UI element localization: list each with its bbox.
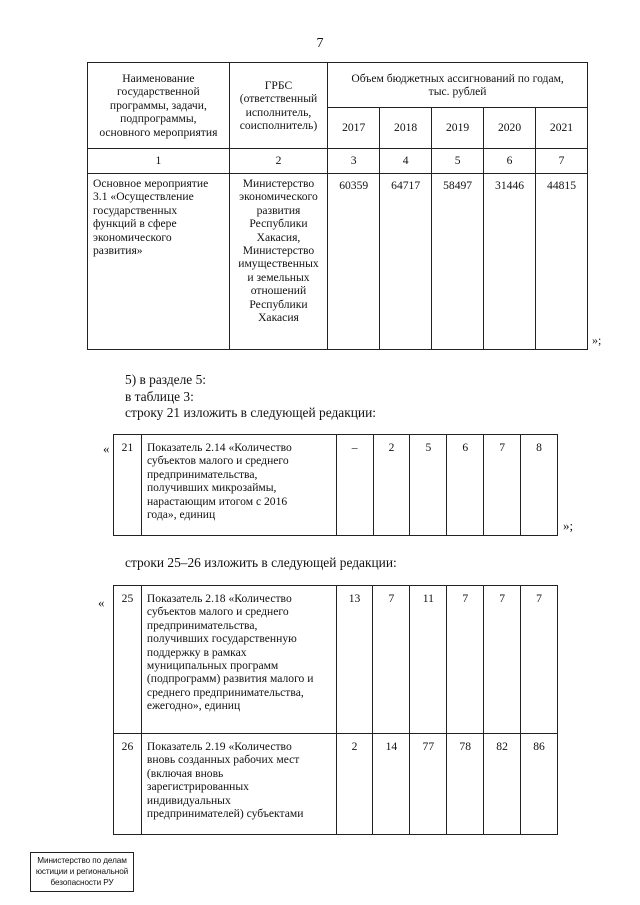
text-line: поддержку в рамках [146, 645, 247, 659]
col-number: 1 [88, 149, 230, 174]
measure-grbs [229, 174, 327, 350]
value-cell: 78 [447, 734, 484, 835]
budget-table [87, 62, 588, 350]
value-cell: 13 [336, 586, 373, 734]
value-cell: 7 [521, 586, 558, 734]
text-line: (включая вновь [146, 766, 224, 780]
header-program-name [88, 63, 230, 149]
open-quote: « [98, 595, 105, 610]
text-line: программы, задачи, [109, 98, 207, 112]
col-number: 5 [432, 149, 484, 174]
text-line: Показатель 2.19 «Количество [146, 740, 292, 753]
closing-quote: »; [563, 518, 574, 533]
text-line: предпринимателей) субъектами [146, 807, 304, 821]
text-line: развития» [93, 244, 143, 258]
text-line: предпринимательства, [146, 618, 258, 632]
stamp-lines [31, 855, 133, 888]
text-line: экономического [93, 230, 172, 244]
text-line: соисполнитель) [239, 118, 318, 132]
ministry-stamp [30, 852, 134, 892]
value-cell: 5 [410, 435, 447, 536]
value-cell: 7 [484, 586, 521, 734]
col-number: 2 [229, 149, 327, 174]
value-cell: 60359 [328, 174, 380, 350]
text-line: Хакасия [258, 311, 299, 325]
section-line: в таблице 3: [125, 389, 194, 404]
table-row [114, 435, 558, 536]
value-cell: 11 [410, 586, 447, 734]
text-line: Наименование [122, 71, 195, 85]
text-line: нарастающим итогом с 2016 [146, 494, 288, 508]
text-line: Основное мероприятие [93, 177, 209, 190]
value-cell: 64717 [380, 174, 432, 350]
text-line: Показатель 2.18 «Количество [146, 592, 292, 605]
text-line: 3.1 «Осуществление [93, 190, 194, 204]
text-line: получивших микрозаймы, [146, 481, 277, 495]
value-cell: 7 [447, 586, 484, 734]
value-cell: 58497 [432, 174, 484, 350]
value-cell: 7 [373, 586, 410, 734]
header-name-lines [88, 72, 229, 139]
col-number: 3 [328, 149, 380, 174]
header-grbs-lines [230, 79, 327, 133]
measure-name-lines [93, 177, 225, 257]
text-line: Министерство [242, 177, 315, 190]
indicator-text [141, 734, 336, 835]
year-cell: 2021 [536, 108, 588, 149]
year-cell: 2020 [484, 108, 536, 149]
header-budget [328, 63, 588, 108]
text-line: развития [256, 203, 301, 217]
text-line: ежегодно», единиц [146, 699, 241, 713]
value-cell: 31446 [484, 174, 536, 350]
text-line: юстиции и региональной [35, 867, 129, 876]
text-line: и земельных [247, 270, 310, 284]
indicator-table-rows25-26 [113, 585, 558, 835]
text-line: основного мероприятия [99, 125, 218, 139]
text-line: Хакасия, [256, 230, 301, 244]
open-quote: « [103, 441, 110, 456]
value-cell: 8 [521, 435, 558, 536]
text-line: имущественных [238, 257, 319, 271]
text-line: (подпрограмм) развития малого и [146, 672, 314, 686]
col-number: 4 [380, 149, 432, 174]
text-line: Республики [249, 217, 308, 231]
value-cell: 6 [447, 435, 484, 536]
text-line: субъектов малого и среднего [146, 605, 289, 619]
header-grbs [229, 63, 327, 149]
value-cell: 2 [373, 435, 410, 536]
text-line: экономического [239, 190, 318, 204]
row-number: 25 [114, 586, 142, 734]
text-line: тыс. рублей [428, 85, 487, 98]
indicator-text-lines [147, 740, 332, 820]
text-line: подпрограммы, [120, 112, 197, 126]
header-budget-lines [328, 72, 587, 99]
measure-name [88, 174, 230, 350]
table-row [114, 586, 558, 734]
indicator-text [141, 435, 336, 536]
col-number: 7 [536, 149, 588, 174]
value-cell: – [336, 435, 373, 536]
text-line: государственных [93, 203, 178, 217]
row-number: 21 [114, 435, 142, 536]
text-line: среднего предпринимательства, [146, 685, 304, 699]
value-cell: 7 [484, 435, 521, 536]
section-line: строку 21 изложить в следующей редакции: [125, 405, 376, 420]
measure-grbs-lines [233, 177, 324, 324]
text-line: муниципальных программ [146, 659, 279, 673]
col-number: 6 [484, 149, 536, 174]
text-line: года», единиц [146, 508, 216, 522]
text-line: зарегистрированных [146, 780, 249, 794]
indicator-text-lines [147, 592, 332, 713]
value-cell: 77 [410, 734, 447, 835]
value-cell: 14 [373, 734, 410, 835]
text-line: (ответственный [239, 92, 318, 106]
year-cell: 2019 [432, 108, 484, 149]
text-line: Республики [249, 297, 308, 311]
text-line: субъектов малого и среднего [146, 454, 289, 468]
section-line: строки 25–26 изложить в следующей редакции: [125, 555, 397, 570]
year-cell: 2017 [328, 108, 380, 149]
indicator-table-row21 [113, 434, 558, 536]
text-line: ГРБС [264, 78, 293, 92]
page-number: 7 [316, 36, 324, 51]
text-line: предпринимательства, [146, 467, 258, 481]
text-line: Министерство по делам [37, 856, 127, 865]
text-line: исполнитель, [245, 105, 312, 119]
text-line: Объем бюджетных ассигнований по годам, [351, 71, 564, 85]
closing-quote: »; [592, 333, 602, 347]
section-line: 5) в разделе 5: [125, 372, 207, 387]
text-line: индивидуальных [146, 793, 231, 807]
text-line: отношений [250, 284, 307, 298]
text-line: вновь созданных рабочих мест [146, 753, 300, 767]
year-cell: 2018 [380, 108, 432, 149]
text-line: получивших государственную [146, 632, 297, 646]
indicator-text-lines [147, 441, 332, 521]
text-line: Министерство [242, 244, 315, 258]
value-cell: 44815 [536, 174, 588, 350]
value-cell: 82 [484, 734, 521, 835]
value-cell: 2 [336, 734, 373, 835]
text-line: государственной [117, 85, 200, 99]
text-line: безопасности РУ [50, 878, 114, 887]
value-cell: 86 [521, 734, 558, 835]
indicator-text [141, 586, 336, 734]
table-row [114, 734, 558, 835]
text-line: Показатель 2.14 «Количество [146, 441, 292, 454]
row-number: 26 [114, 734, 142, 835]
text-line: функций в сфере [93, 217, 177, 231]
